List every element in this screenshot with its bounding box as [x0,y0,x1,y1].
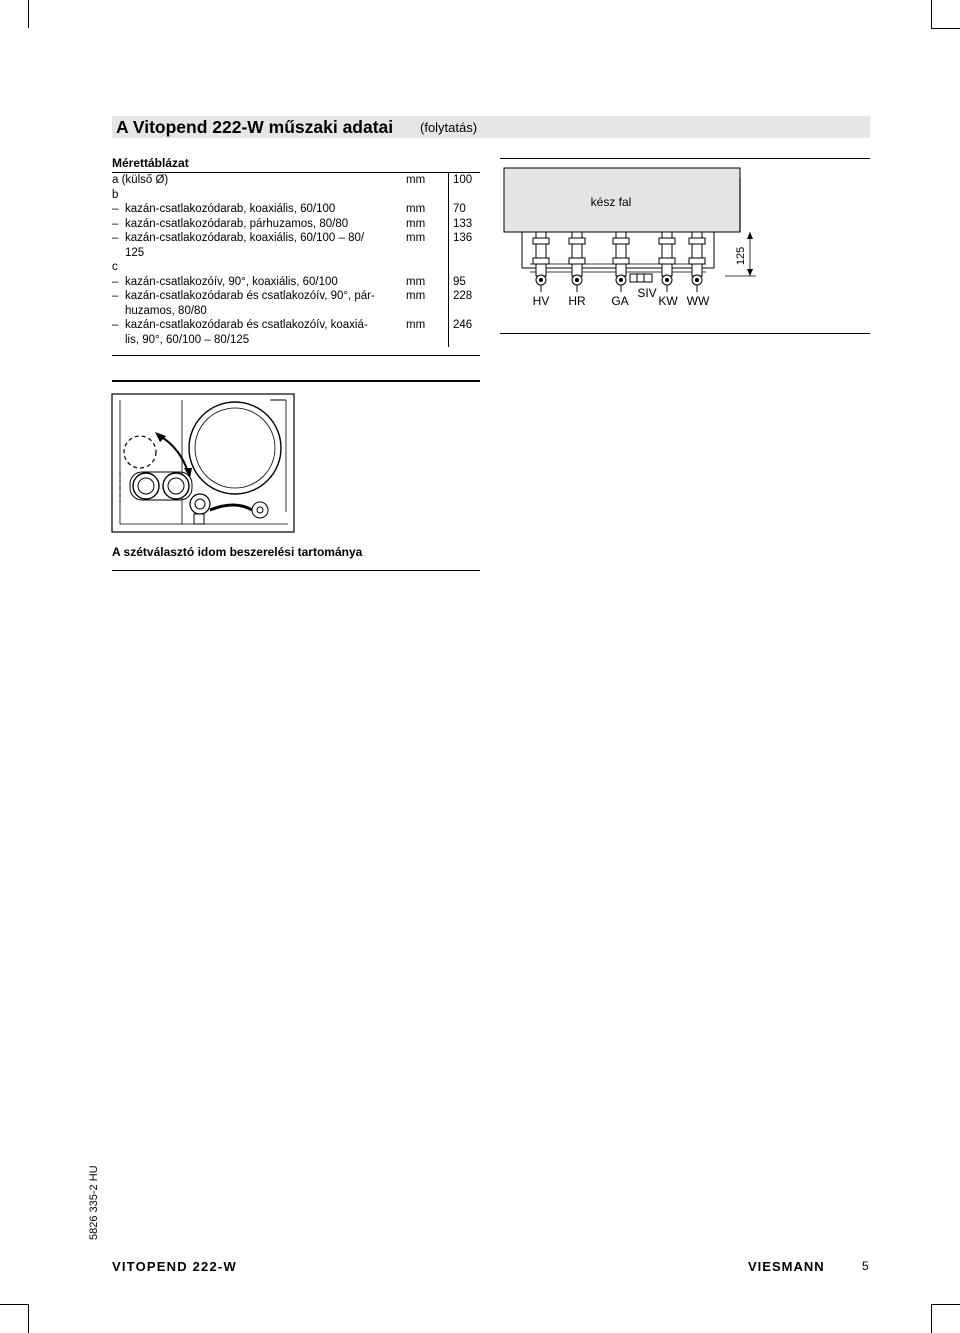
row-unit: mm [406,203,426,215]
connection-label-kw: KW [658,294,678,308]
crop-mark [931,1304,960,1305]
dash-bullet: – [112,217,119,230]
heat-exchanger [189,402,281,494]
row-value: 133 [449,217,481,232]
valve-kw [659,232,675,292]
row-value: 70 [449,202,481,217]
connection-diagram [500,160,870,336]
page-number: 5 [862,1259,869,1273]
row-label: kazán-csatlakozóív, 90°, koaxiális, 60/100 [125,275,338,288]
table-row [112,217,480,232]
valve-ga [613,232,629,292]
table-row [112,333,480,348]
figure-caption: A szétválasztó idom beszerelési tartománya [112,545,363,559]
crop-mark [931,28,960,29]
row-value: 136 [449,231,481,246]
row-unit [404,333,449,348]
row-value: 100 [449,173,481,188]
valve-ww [689,232,705,292]
page-title: A Vitopend 222-W műszaki adatai [116,117,394,137]
table-row [112,188,480,203]
table-row [112,318,480,333]
figure-bottom-rule [500,333,870,334]
dash-bullet: – [112,203,119,215]
dash-bullet: – [112,319,119,331]
row-unit: mm [406,290,426,302]
page-title-continuation: (folytatás) [420,120,478,135]
connection-label-ww: WW [686,294,710,308]
connection-label-ga: GA [611,294,629,308]
table-row [112,260,480,275]
row-value [449,333,481,348]
row-unit: mm [406,275,426,288]
row-value [449,304,481,319]
row-unit: mm [406,174,426,186]
page-title-bar [112,116,870,138]
footer-product-name: VITOPEND 222-W [112,1259,237,1274]
row-value [449,260,481,275]
connection-label-hv: HV [532,294,550,308]
row-value: 95 [449,275,481,290]
row-label: b [112,188,119,201]
row-value: 246 [449,318,481,333]
table-row [112,173,480,188]
crop-mark [931,1304,932,1333]
table-row [112,275,480,290]
brand-logo: VIESMANN [748,1259,825,1274]
crop-mark [28,1304,29,1333]
row-unit [404,304,449,319]
row-unit: mm [406,217,426,230]
crop-mark [931,0,932,28]
row-label: kazán-csatlakozódarab, párhuzamos, 80/80 [125,217,349,230]
valve-hr [569,232,585,292]
row-value [449,246,481,261]
row-unit [404,246,449,261]
table-row [112,289,480,304]
dash-bullet: – [112,290,119,302]
row-unit [404,260,449,275]
row-unit: mm [406,319,426,331]
row-label: kazán-csatlakozódarab és csatlakozóív, 90°, pár- [125,290,375,302]
row-unit: mm [406,232,426,244]
row-label: a (külső Ø) [112,174,169,186]
row-label: kazán-csatlakozódarab, koaxiális, 60/100 [125,203,336,215]
figure-left-top-rule [112,380,480,382]
row-unit [404,188,449,203]
row-value: 228 [449,289,481,304]
caption-rule [112,570,480,571]
row-label: huzamos, 80/80 [125,304,207,317]
figure-top-rule [500,158,870,159]
dimension-125-label: 125 [735,246,747,266]
valve-siv [630,274,652,282]
installation-range-diagram [110,392,300,538]
crop-mark [0,1304,28,1305]
crop-mark [28,0,29,28]
table-bottom-rule [112,355,480,356]
row-label: lis, 90°, 60/100 – 80/125 [125,333,250,346]
table-row [112,231,480,246]
row-label: kazán-csatlakozódarab és csatlakozóív, koaxiá- [125,319,368,331]
table-row [112,202,480,217]
dimension-table-heading: Mérettáblázat [112,156,189,170]
row-label: c [112,261,118,273]
document-code: 5826 335-2 HU [88,1165,100,1240]
finished-wall-label: kész fal [590,195,632,209]
row-label: 125 [125,246,145,259]
dash-bullet: – [112,275,119,288]
table-row [112,246,480,261]
connection-label-hr: HR [568,294,586,308]
row-label: kazán-csatlakozódarab, koaxiális, 60/100 – 80/ [125,232,365,244]
row-value [449,188,481,203]
table-row [112,304,480,319]
dimension-table [112,173,480,347]
dash-bullet: – [112,232,119,244]
connection-label-siv: SIV [637,286,657,300]
valve-hv [533,232,549,292]
